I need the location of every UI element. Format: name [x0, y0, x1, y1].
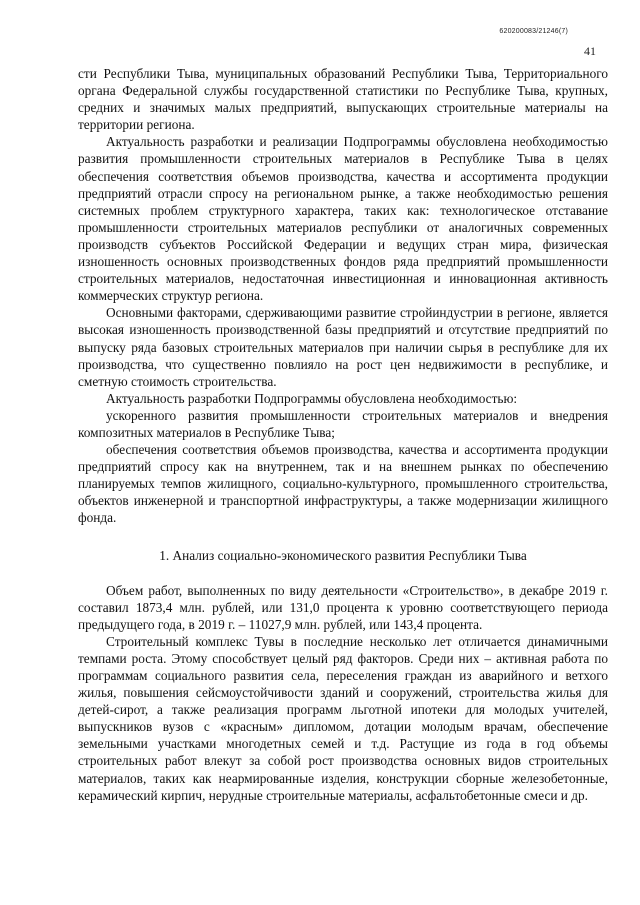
paragraph: Актуальность разработки Подпрограммы обусловлена необходимостью:	[106, 390, 518, 406]
paragraph: ускоренного развития промышленности строительных материалов и внедрения композитных материалов в Республике Тыва;	[78, 407, 608, 440]
paragraph: Объем работ, выполненных по виду деятельности «Строительство», в декабре 2019 г. составил 1873,4 млн. рублей, или 131,0 процента к уровню соответствующего периода предыдущего года, в 2019 г. – 11027,9 млн. рублей, или 143,4 процента.	[78, 582, 608, 632]
page-number: 41	[584, 44, 596, 58]
section-heading: 1. Анализ социально-экономического развития Республики Тыва	[159, 547, 527, 563]
paragraph: Строительный комплекс Тувы в последние несколько лет отличается динамичными темпами роста. Этому способствует целый ряд факторов. Среди них – активная работа по программам социального развития села, переселения граждан из аварийного и ветхого жилья, повышения сейсмоустойчивости зданий и сооружений, строительства жилья для детей-сирот, а также реализация программ льготной ипотеки для молодых учителей, выпускников вузов с «красным» дипломом, дотации молодым врачам, обеспечение земельными участками многодетных семей и т.д. Растущие из года в год объемы строительных работ влекут за собой рост производства основных видов строительных материалов, таких как неармированные изделия, конструкции сборные железобетонные, керамический кирпич, нерудные строительные материалы, асфальтобетонные смеси и др.	[78, 633, 608, 803]
paragraph: Основными факторами, сдерживающими развитие стройиндустрии в регионе, является высокая изношенность производственной базы предприятий и отсутствие предприятий по выпуску ряда базовых строительных материалов при наличии сырья в республике для их производства, что существенно повлияло на рост цен недвижимости в республике, и сметную стоимость строительства.	[78, 305, 608, 389]
document-body	[78, 65, 608, 804]
document-id: 620200083/21246(7)	[499, 28, 568, 35]
paragraph: обеспечения соответствия объемов производства, качества и ассортимента продукции предприятий спросу как на внутреннем, так и на внешнем рынках по обеспечению планируемых темпов жилищного, социально-культурного, промышленного строительства, объектов инженерной и транспортной инфраструктуры, а также модернизации жилищного фонда.	[78, 442, 608, 526]
paragraph: Актуальность разработки и реализации Подпрограммы обусловлена необходимостью развития промышленности строительных материалов в Республике Тыва в целях обеспечения соответствия объемов производства, качества и ассортимента продукции предприятий отрасли спросу на региональном рынке, а также необходимостью решения системных проблем структурного характера, таких как: технологическое отставание промышленности строительных материалов республики от аналогичных современных производств субъектов Российской Федерации и ведущих стран мира, физическая изношенность основных производственных фондов ряда предприятий промышленности строительных материалов, недостаточная инвестиционная и инновационная активность коммерческих структур региона.	[78, 134, 608, 304]
paragraph: сти Республики Тыва, муниципальных образований Республики Тыва, Территориального органа Федеральной службы государственной статистики по Республике Тыва, крупных, средних и значимых малых предприятий, выпускающих строительные материалы на территории региона.	[78, 66, 608, 133]
